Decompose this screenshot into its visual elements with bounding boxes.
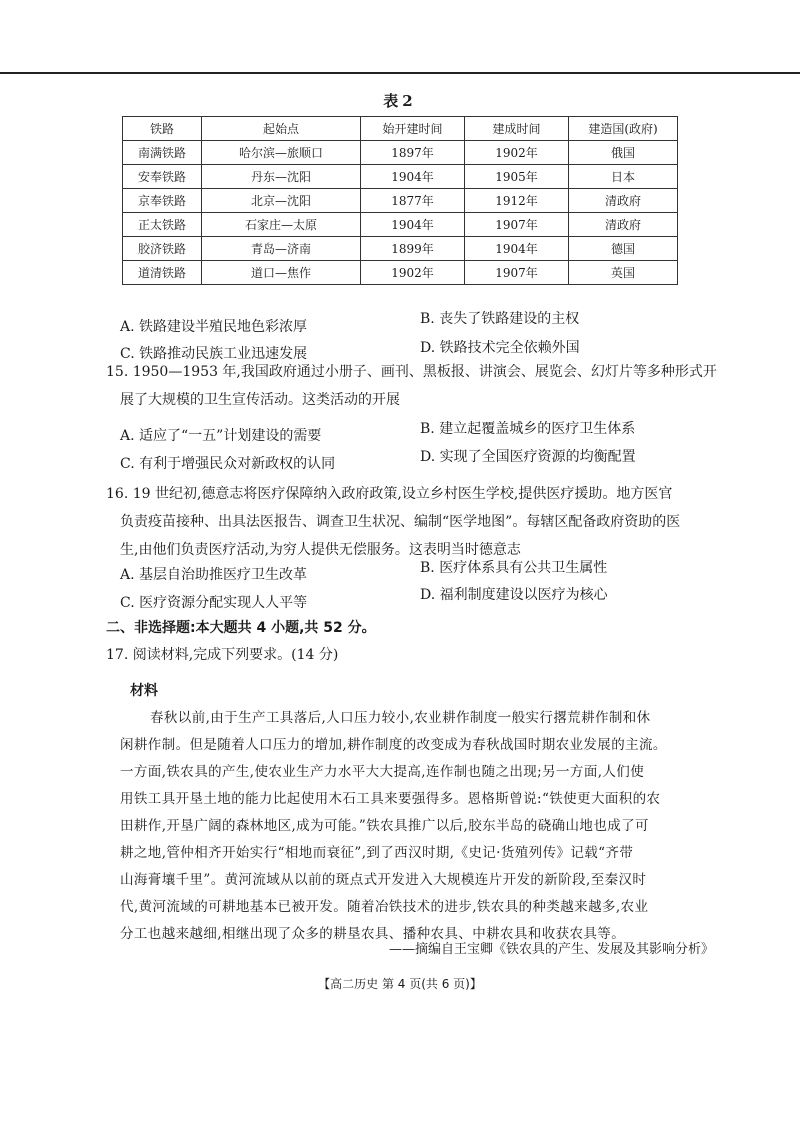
table-cell: 北京—沈阳	[202, 189, 361, 213]
col-header: 始开建时间	[361, 117, 465, 141]
material-line: 田耕作,开垦广阔的森林地区,成为可能。”铁农具推广以后,胶东半岛的硗确山地也成了可	[120, 818, 649, 834]
q16-stem-line2: 负责疫苗接种、出具法医报告、调查卫生状况、编制“医学地图”。每辖区配备政府资助的医	[120, 514, 681, 530]
q15-option-b: B. 建立起覆盖城乡的医疗卫生体系	[420, 421, 636, 437]
top-rule	[0, 72, 800, 74]
material-line: 春秋以前,由于生产工具落后,人口压力较小,农业耕作制度一般实行撂荒耕作制和休	[150, 710, 651, 726]
q16-option-b: B. 医疗体系具有公共卫生属性	[420, 560, 608, 576]
table-row	[123, 165, 678, 189]
table-cell: 胶济铁路	[123, 237, 202, 261]
material-line: 用铁工具开垦土地的能力比起使用木石工具来要强得多。恩格斯曾说:“铁使更大面积的农	[120, 791, 661, 807]
table-cell: 南满铁路	[123, 141, 202, 165]
table-cell: 1907年	[465, 261, 569, 285]
table-row	[123, 237, 678, 261]
material-line: 一方面,铁农具的产生,使农业生产力水平大大提高,连作制也随之出现;另一方面,人们使	[120, 764, 645, 780]
q15-option-d: D. 实现了全国医疗资源的均衡配置	[420, 449, 636, 465]
table-cell: 1899年	[361, 237, 465, 261]
table-cell: 1905年	[465, 165, 569, 189]
material-line: 代,黄河流域的可耕地基本已被开发。随着冶铁技术的进步,铁农具的种类越来越多,农业	[120, 899, 649, 915]
table-cell: 哈尔滨—旅顺口	[202, 141, 361, 165]
table-cell: 1877年	[361, 189, 465, 213]
q15-stem-line2: 展了大规模的卫生宣传活动。这类活动的开展	[120, 392, 400, 408]
material-label: 材料	[130, 683, 158, 699]
table-cell: 道口—焦作	[202, 261, 361, 285]
table-cell: 清政府	[569, 189, 678, 213]
material-line: 闲耕作制。但是随着人口压力的增加,耕作制度的改变成为春秋战国时期农业发展的主流。	[120, 737, 667, 753]
table-row	[123, 213, 678, 237]
col-header: 起始点	[202, 117, 361, 141]
q16-option-d: D. 福利制度建设以医疗为核心	[420, 587, 608, 603]
table-row	[123, 189, 678, 213]
table-cell: 英国	[569, 261, 678, 285]
col-header: 建造国(政府)	[569, 117, 678, 141]
table-cell: 1904年	[361, 165, 465, 189]
material-line: 山海膏壤千里”。黄河流域从以前的斑点式开发进入大规模连片开发的新阶段,至秦汉时	[120, 872, 647, 888]
table-cell: 俄国	[569, 141, 678, 165]
table-cell: 青岛—济南	[202, 237, 361, 261]
q15-stem-line1: 15. 1950—1953 年,我国政府通过小册子、画刊、黑板报、讲演会、展览会、幻灯片等多种形式开	[106, 364, 717, 380]
table-cell: 1904年	[361, 213, 465, 237]
table-cell: 京奉铁路	[123, 189, 202, 213]
table-row	[123, 141, 678, 165]
material-source: ——摘编自王宝卿《铁农具的产生、发展及其影响分析》	[388, 942, 714, 957]
q17-stem: 17. 阅读材料,完成下列要求。(14 分)	[106, 647, 339, 663]
q15-option-a: A. 适应了“一五”计划建设的需要	[120, 428, 322, 444]
table-cell: 1912年	[465, 189, 569, 213]
table-cell: 日本	[569, 165, 678, 189]
q14-option-d: D. 铁路技术完全依赖外国	[420, 340, 580, 356]
railway-table	[122, 116, 678, 285]
q14-option-c: C. 铁路推动民族工业迅速发展	[120, 346, 308, 362]
q16-option-c: C. 医疗资源分配实现人人平等	[120, 595, 308, 611]
table-cell: 正太铁路	[123, 213, 202, 237]
material-line: 分工也越来越细,相继出现了众多的耕垦农具、播种农具、中耕农具和收获农具等。	[120, 926, 626, 942]
table-cell: 德国	[569, 237, 678, 261]
table-title: 表2	[383, 92, 417, 110]
q16-stem-line1: 16. 19 世纪初,德意志将医疗保障纳入政府政策,设立乡村医生学校,提供医疗援助。地方医官	[106, 486, 673, 502]
table-cell: 1904年	[465, 237, 569, 261]
page-footer: 【高二历史 第 4 页(共 6 页)】	[318, 977, 482, 991]
table-cell: 石家庄—太原	[202, 213, 361, 237]
table-cell: 1907年	[465, 213, 569, 237]
q15-option-c: C. 有利于增强民众对新政权的认同	[120, 456, 336, 472]
table-cell: 1902年	[465, 141, 569, 165]
table-cell: 安奉铁路	[123, 165, 202, 189]
material-line: 耕之地,管仲相齐开始实行“相地而衰征”,到了西汉时期,《史记·货殖列传》记载“齐带	[120, 845, 634, 861]
q14-option-b: B. 丧失了铁路建设的主权	[420, 311, 580, 327]
table-cell: 清政府	[569, 213, 678, 237]
q16-option-a: A. 基层自治助推医疗卫生改革	[120, 567, 308, 583]
table-cell: 1902年	[361, 261, 465, 285]
col-header: 铁路	[123, 117, 202, 141]
table-row	[123, 261, 678, 285]
col-header: 建成时间	[465, 117, 569, 141]
q14-option-a: A. 铁路建设半殖民地色彩浓厚	[120, 319, 308, 335]
table-cell: 丹东—沈阳	[202, 165, 361, 189]
table-cell: 1897年	[361, 141, 465, 165]
table-cell: 道清铁路	[123, 261, 202, 285]
section-heading: 二、非选择题:本大题共 4 小题,共 52 分。	[106, 620, 376, 636]
q16-stem-line3: 生,由他们负责医疗活动,为穷人提供无偿服务。这表明当时德意志	[120, 542, 521, 558]
table-header-row	[123, 117, 678, 141]
